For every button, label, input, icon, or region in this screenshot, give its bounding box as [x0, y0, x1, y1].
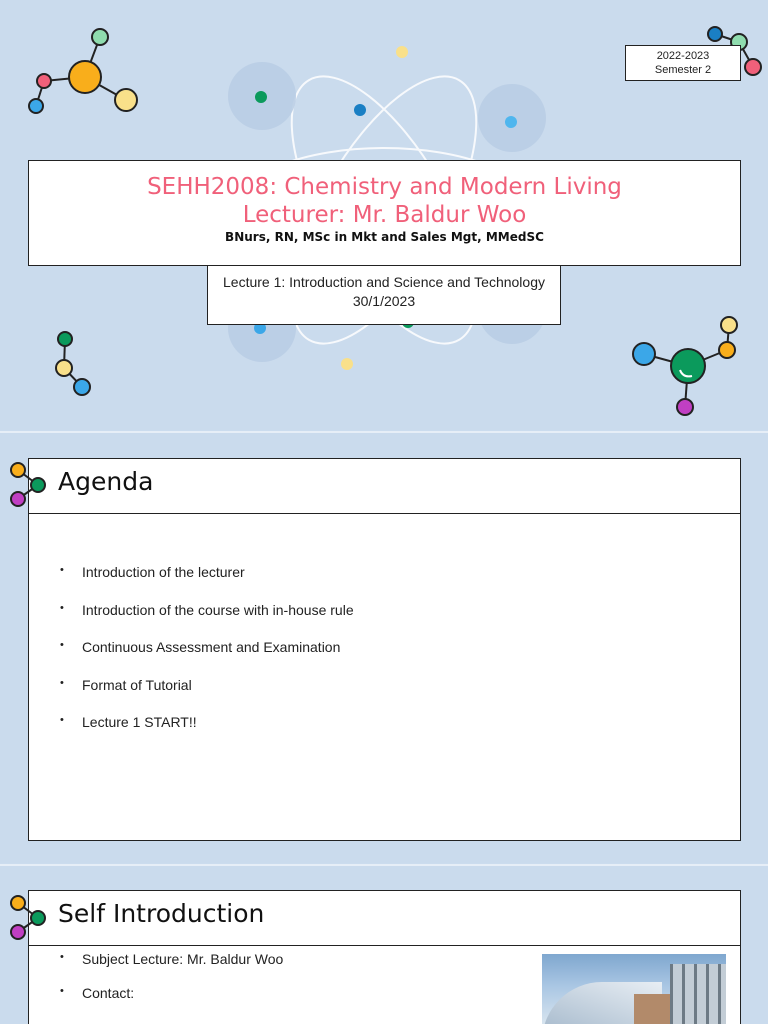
molecule-icon	[5, 458, 55, 518]
heading-divider	[28, 945, 741, 946]
electron-dot	[396, 46, 408, 58]
molecule-icon	[5, 891, 55, 951]
electron-dot	[505, 116, 517, 128]
agenda-item: • Lecture 1 START!!	[58, 714, 354, 752]
agenda-heading: Agenda	[58, 467, 154, 496]
lecturer-title: Lecturer: Mr. Baldur Woo	[242, 202, 527, 228]
lecture-title: Lecture 1: Introduction and Science and Technology	[223, 274, 545, 290]
lecture-box	[207, 265, 561, 325]
agenda-item: • Introduction of the lecturer	[58, 564, 354, 602]
agenda-list	[58, 564, 354, 752]
agenda-slide	[0, 433, 768, 863]
course-title: SEHH2008: Chemistry and Modern Living	[147, 174, 622, 200]
semester-text: Semester 2	[654, 64, 712, 76]
agenda-item: • Continuous Assessment and Examination	[58, 639, 354, 677]
self-intro-item: • Subject Lecture: Mr. Baldur Woo	[58, 951, 283, 985]
agenda-item: • Format of Tutorial	[58, 677, 354, 715]
lecturer-credentials: BNurs, RN, MSc in Mkt and Sales Mgt, MMedSC	[225, 230, 544, 244]
heading-divider	[28, 513, 741, 514]
self-intro-slide	[0, 866, 768, 1024]
lecture-date: 30/1/2023	[352, 293, 416, 309]
molecule-icon	[20, 20, 160, 140]
self-intro-item: • Contact:	[58, 985, 283, 1019]
electron-dot	[341, 358, 353, 370]
self-intro-heading: Self Introduction	[58, 899, 265, 928]
self-intro-list	[58, 951, 283, 1019]
electron-dot	[354, 104, 366, 116]
title-slide	[0, 0, 768, 430]
agenda-item: • Introduction of the course with in-house rule	[58, 602, 354, 640]
molecule-icon	[625, 312, 745, 412]
electron-dot	[255, 91, 267, 103]
title-box	[28, 160, 741, 266]
molecule-icon	[50, 325, 110, 405]
building-photo	[542, 954, 726, 1024]
semester-box	[625, 45, 741, 81]
year-text: 2022-2023	[656, 50, 710, 62]
